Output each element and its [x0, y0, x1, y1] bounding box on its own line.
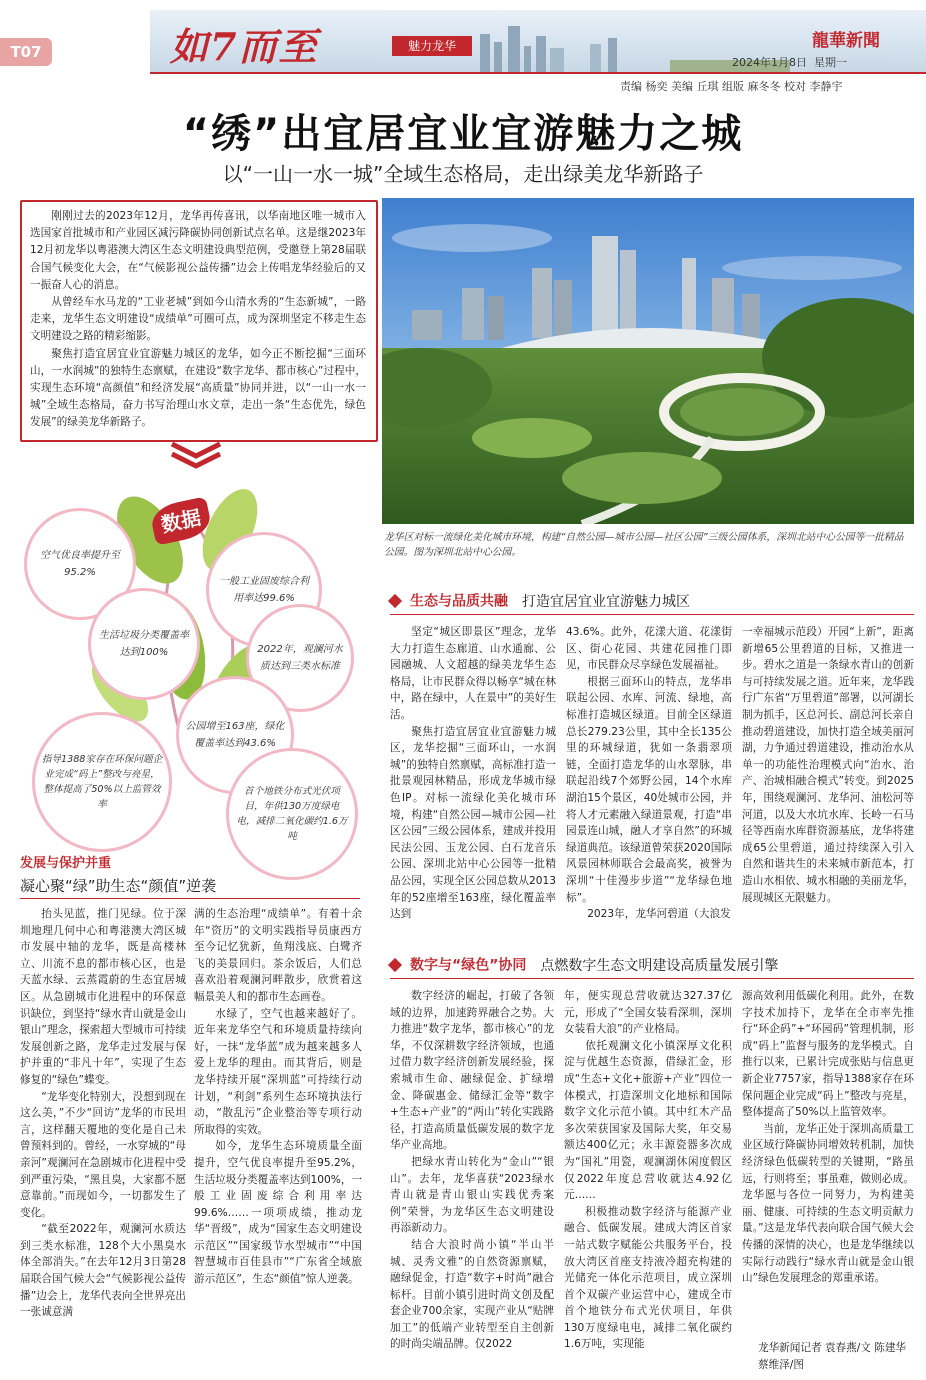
diamond-icon	[388, 957, 402, 971]
section2-column-3	[742, 624, 914, 944]
section1-column-2	[194, 906, 362, 1376]
paragraph: 把绿水青山转化为“金山”“银山”。去年，龙华喜获“2023绿水青山就是青山银山实践优秀案例”荣誉，为龙华区生态文明建设再添新动力。	[390, 1155, 554, 1235]
section1-rule	[20, 898, 360, 899]
section3-column-1	[390, 988, 554, 1376]
section3-title: 点燃数字生态文明建设高质量发展引擎	[540, 957, 779, 974]
section3-column-3	[742, 988, 914, 1338]
paragraph: 源高效利用低碳化利用。此外，在数字技术加持下，龙华在全市率先推行“环企码”+“环园码”管理机制，形成“码上”监督与服务的龙华模式。自推行以来，已累计完成张贴与信息更新企业7757家，指导1388家存在环保问题企业完成“码上”整改与亮星，整体提高了50%以上监管效率。	[742, 990, 914, 1119]
paragraph: “截至2022年，观澜河水质达到三类水标准，128个大小黑臭水体全部消失。”在去年12月3日第28届联合国气候大会“气候影视公益传播”边会上，龙华代表向全世界亮出一张诚意满	[20, 1223, 186, 1319]
column-logo: 如7而至	[170, 24, 319, 69]
section1-column-1	[20, 906, 186, 1376]
data-bubble: 2022年，观澜河水质达到三类水标准	[246, 604, 354, 712]
section3-rule	[390, 978, 914, 979]
byline: 龙华新闻记者 袁春燕/文 陈建华 蔡维泽/图	[758, 1342, 907, 1371]
data-bubble: 公园增至163座，绿化覆盖率达到43.6%	[176, 676, 294, 794]
page-headline: “绣”出宜居宜业宜游魅力之城	[182, 111, 744, 157]
intro-paragraph: 聚焦打造宜居宜业宜游魅力城区的龙华，如今正不断挖掘“三面环山，一水润城”的独特生态禀赋，在建设“数字龙华、都市核心”过程中，实现生态环境“高颜值”和经济发展“高质量”协同并进，以“一山一水一城”全域生态格局，奋力书写治理山水文章，走出一条“生态优先，绿色发展”的绿美龙华新路子。	[30, 347, 366, 429]
park-photo	[382, 198, 914, 524]
paragraph: 2023年，龙华河碧道（大浪发	[587, 908, 731, 921]
section2-rule	[390, 614, 914, 615]
section2-column-1	[390, 624, 556, 944]
section-tag: 魅力龙华	[392, 36, 472, 56]
header-rule	[150, 72, 926, 74]
section3-kicker: 数字与“绿色”协同	[410, 957, 527, 974]
paragraph: 43.6%。此外，花漾大道、花漾街区、街心花园、共建花园推门即见，市民群众尽享绿色发展福祉。	[566, 626, 732, 672]
paragraph: 一幸福城示范段）开园“上新”，距离新增65公里碧道的目标，又推进一步。碧水之道是一条绿水青山的创新与可持续发展之道。近年来，龙华践行广东省“万里碧道”部署，以河湖长制为抓手，区总河长、副总河长亲自推动碧道建设，加快打造全域美丽河湖，力争通过碧道建设，推动治水从单一的功能性治理模式向“治水、治产、治城相融合模式”转变。到2025年，围绕观澜河、龙华河、油松河等河道，以及大水坑水库、长岭一石马径等西南水库群资源基底，龙华将建成65公里碧道，通过持续深入引入自然和谐共生的未来城市新范本，打造山水相依、城水相融的美丽龙华，展现城区无限魅力。	[742, 626, 914, 904]
paragraph: 如今，龙华生态环境质量全面提升，空气优良率提升至95.2%，生活垃圾分类覆盖率达到100%，一般工业固废综合利用率达99.6%……一项项成绩，推动龙华“晋级”，成为“国家生态文明建设示范区”“国家级节水型城市”“中国智慧城市百佳县市”“广东省全域旅游示范区”，生态“颜值”惊人逆袭。	[194, 1140, 362, 1286]
chevron-down-icon	[166, 440, 226, 470]
paragraph: “龙华变化特别大，没想到现在这么美，”不少“回访”龙华的市民坦言，这样翻天覆地的变化是自己未曾预料到的。曾经，一水穿城的“母亲河”观澜河在急剧城市化进程中受到严重污染，“黑且臭，大家都不愿意靠前。”而现如今，一切都发生了变化。	[20, 1090, 186, 1219]
data-bubble: 空气优良率提升至95.2%	[24, 508, 136, 620]
data-bubble: 首个地铁分布式光伏项目，年供130万度绿电电，减排二氧化碳约1.6万吨	[226, 748, 358, 880]
paragraph: 年，便实现总营收就达327.37亿元，形成了“全国女装看深圳，深圳女装看大浪”的产业格局。	[564, 990, 732, 1036]
paragraph: 坚定“城区即景区”理念，龙华大力打造生态廊道、山水通廊、公园融城、人文超越的绿美龙华生态格局，让市民群众得以畅享“城在林中，路在绿中，人在景中”的美好生活。	[390, 626, 556, 721]
weekday-text: 星期一	[814, 56, 847, 69]
section2-column-2	[566, 624, 732, 944]
section3-column-2	[564, 988, 732, 1376]
date-text: 2024年1月8日	[732, 56, 807, 69]
paragraph: 积极推动数字经济与能源产业融合、低碳发展。建成大湾区首家一站式数字赋能公共服务平台，投放大湾区首座支持液冷超充构建的光储充一体化示范项目，成立深圳首个双碳产业运营中心，建成全市首个地铁分布式光伏项目，年供130万度绿电电，减排二氧化碳约1.6万吨，实现能	[564, 1205, 732, 1351]
issue-date	[732, 54, 847, 70]
page-subheadline: 以“一山一水一城”全域生态格局，走出绿美龙华新路子	[222, 162, 704, 186]
intro-text	[30, 208, 366, 432]
section1-kicker: 发展与保护并重	[20, 856, 112, 871]
section1-title: 凝心聚“绿”助生态“颜值”逆袭	[20, 877, 217, 895]
staff-credits: 责编 杨奕 美编 丘琪 组版 麻冬冬 校对 李静宇	[620, 80, 843, 93]
paragraph: 根据三面环山的特点，龙华串联起公园、水库、河流、绿地，高标准打造城区绿道。目前全区绿道总长279.23公里，其中全长135公里的环城绿道，犹如一条翡翠项链，全面打造龙华的山水翠脉，串联起沿线7个郊野公园，14个水库湖泊15个景区，40处城市公园，并将人才元素融入绿道景观，打造“串园景连山城，融人才享自然”的环城绿道典范。该绿道曾荣获2020国际风景园林师联合会最高奖，被誉为深圳“十佳漫步步道”“龙华绿色地标”。	[566, 675, 732, 904]
section2-header	[390, 590, 690, 612]
section2-title: 打造宜居宜业宜游魅力城区	[522, 593, 690, 610]
paragraph: 依托观澜文化小镇深厚文化积淀与优越生态资源，借绿汇金，形成“生态+文化+旅游+产业”四位一体模式，打造深圳文化地标和国际数字文化示范小镇。其中红木产品多次荣获国家及国际大奖，年交易额达400亿元；永丰源瓷器多次成为“国礼”用瓷，观澜湖休闲度假区仅2022年度总营收就达4.92亿元……	[564, 1039, 732, 1202]
page-number-tag: T07	[0, 38, 52, 66]
paragraph: 数字经济的崛起，打破了各领域的边界，加速跨界融合之势。大力推进“数字龙华，都市核心”的龙华，不仅深耕数字经济领域，也通过借力数字经济创新发展经验，探索城市生命、融绿促金、扩绿增金、降碳惠金、储绿汇金等“数字+生态+产业”的“两山”转化实践路径，打造高质量低碳发展的数字龙华产业高地。	[390, 990, 554, 1152]
newspaper-name: 龍華新聞	[812, 31, 880, 51]
intro-paragraph: 从曾经车水马龙的“工业老城”到如今山清水秀的“生态新城”，一路走来，龙华生态文明建设“成绩单”可圈可点，成为深圳坚定不移走生态文明建设之路的精彩缩影。	[30, 296, 366, 343]
photo-caption: 龙华区对标一流绿化美化城市环境，构建“自然公园—城市公园—社区公园”三级公园体系，深圳北站中心公园等一批精品公园。图为深圳北站中心公园。	[384, 532, 904, 558]
diamond-icon	[388, 593, 402, 607]
data-label: 数据	[149, 496, 214, 545]
paragraph: 当前，龙华正处于深圳高质量工业区域行降碳协同增效转机制，加快经济绿色低碳转型的关键期，“路虽远，行则将至；事虽难，做则必成。龙华愿与各位一同努力，为构建美丽、健康、可持续的生态文明贡献力量。”这是龙华代表向联合国气候大会传播的深情的决心，也是龙华继续以实际行动践行“绿水青山就是金山银山”绿色发展理念的郑重承诺。	[742, 1122, 914, 1285]
section1-header	[20, 852, 360, 896]
intro-paragraph: 刚刚过去的2023年12月，龙华再传喜讯，以华南地区唯一城市入选国家首批城市和产业园区减污降碳协同创新试点名单。这是继2023年12月初龙华以粤港澳大湾区生态文明建设典型范例，受邀登上第28届联合国气候变化大会，在“气候影视公益传播”边会上传唱龙华经验后的又一振奋人心的消息。	[30, 210, 366, 291]
paragraph: 满的生态治理“成绩单”。有着十余年“资历”的文明实践指导员康西方至今记忆犹新，鱼翔浅底、白鹭齐飞的美景回归。茶余饭后，人们总喜欢沿着观澜河畔散步，欣赏着这幅景美人和的都市生态画卷。	[194, 908, 362, 1003]
data-bubble: 一般工业固废综合利用率达99.6%	[206, 532, 322, 648]
paragraph: 结合大浪时尚小镇“半山半城、灵秀文雅”的自然资源禀赋，融绿促金，打造“数字+时尚”融合标杆。目前小镇引进时尚文创及配套企业700余家，实现产业从“贴牌加工”的低端产业转型至自主创新的时尚尖端品牌。仅2022	[390, 1238, 554, 1351]
paragraph: 聚焦打造宜居宜业宜游魅力城区，龙华挖掘“三面环山，一水润城”的独特自然禀赋，高标准打造一批景观园林精品，形成龙华城市绿色IP。对标一流绿化美化城市环境，构建“自然公园—城市公园—社区公园”三级公园体系，建成并投用民法公园、玉龙公园、白石龙音乐公园、深圳北站中心公园等一批精品公园，实现全区公园总数从2013年的52座增至163座，绿化覆盖率达到	[390, 725, 556, 921]
data-bubble: 生活垃圾分类覆盖率达到100%	[88, 588, 200, 700]
paragraph: 抬头见蓝，推门见绿。位于深圳地理几何中心和粤港澳大湾区城市发展中轴的龙华，既是高楼林立、川流不息的都市核心区，也是天蓝水绿、云蒸霞蔚的生态宜居城区。从急剧城市化进程中的环保意识缺位，到坚持“绿水青山就是金山银山”理念，探索超大型城市可持续发展创新之路，龙华走过发展与保护并重的“非凡十年”，实现了生态修复的“绿色”蝶变。	[20, 908, 186, 1086]
paragraph: 水绿了，空气也越来越好了。近年来龙华空气和环境质量持续向好，一抹“龙华蓝”成为越来越多人爱上龙华的理由。而其背后，则是龙华持续开展“深圳蓝”可持续行动计划，“利剑”系列生态环境执法行动，“散乱污”企业整治等专项行动所取得的实效。	[194, 1007, 362, 1136]
section3-header	[390, 954, 778, 976]
data-bubble: 指导1388家存在环保问题企业完成“码上”整改与亮星，整体提高了50%以上监管效率	[32, 712, 172, 852]
section2-kicker: 生态与品质共融	[410, 593, 508, 610]
